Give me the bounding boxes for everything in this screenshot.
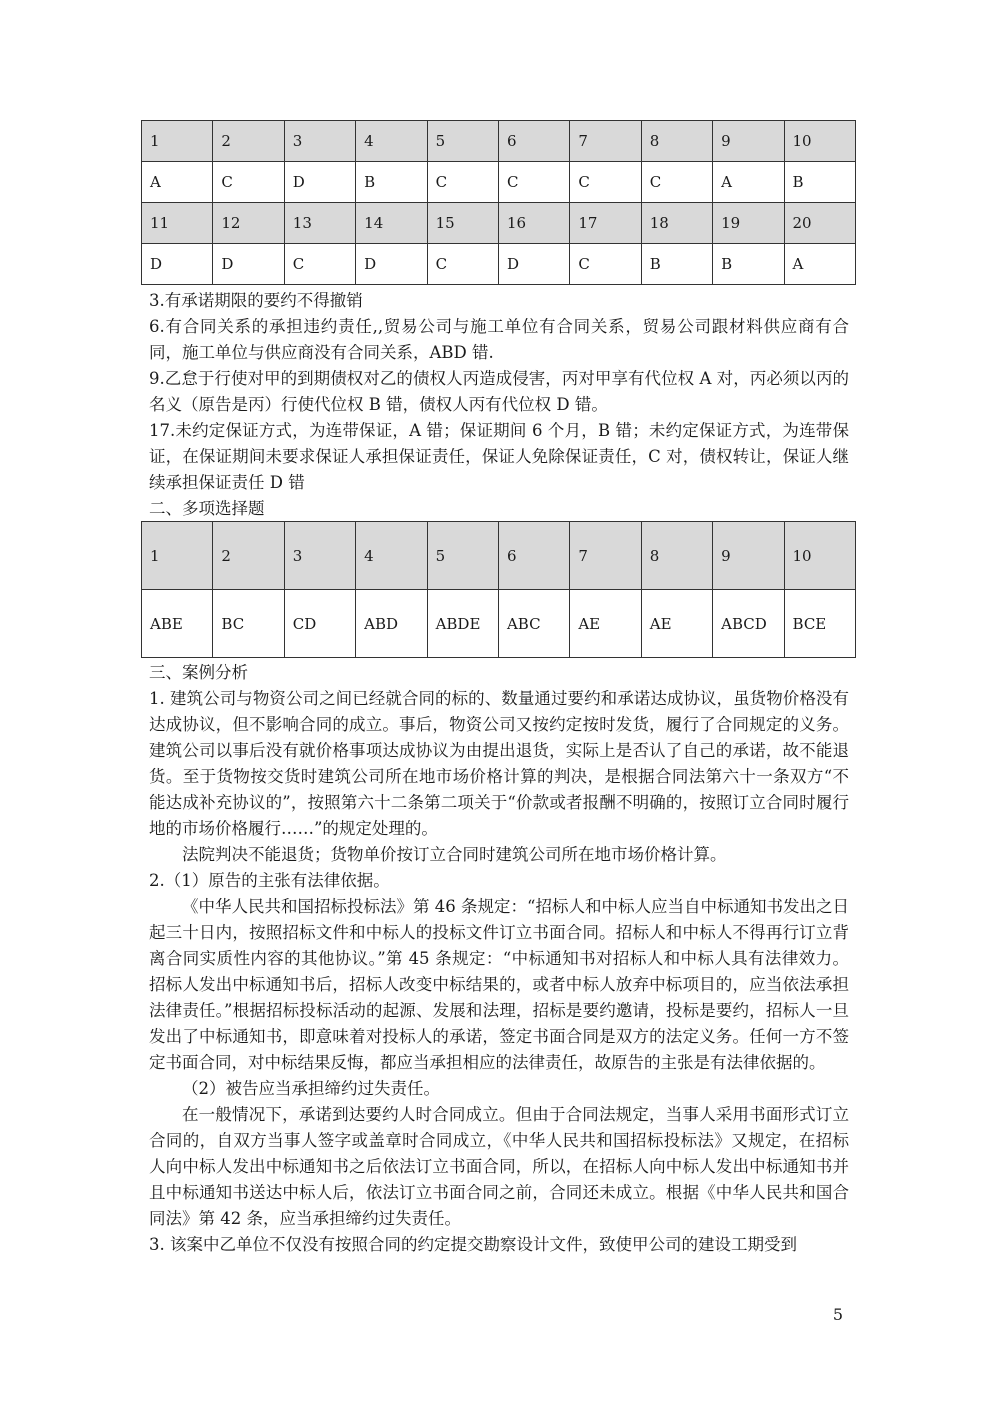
question-number-cell: 5 [427,522,498,590]
answer-cell: B [713,244,784,285]
question-number-cell: 13 [284,203,355,244]
question-number-cell: 3 [284,522,355,590]
answer-cell: BC [213,590,284,658]
question-number-cell: 4 [356,121,427,162]
answer-cell: ABC [498,590,569,658]
answer-cell: ABD [356,590,427,658]
answer-cell: ABDE [427,590,498,658]
question-number-cell: 2 [213,121,284,162]
question-number-cell: 8 [641,121,712,162]
question-number-cell: 20 [784,203,855,244]
question-number-row [142,522,856,590]
answer-cell: D [142,244,213,285]
question-number-cell: 12 [213,203,284,244]
question-number-cell: 17 [570,203,641,244]
question-number-cell: 10 [784,121,855,162]
answer-row [142,244,856,285]
question-number-cell: 18 [641,203,712,244]
answer-cell: D [356,244,427,285]
question-number-row [142,121,856,162]
question-number-cell: 10 [784,522,855,590]
case-paragraph: 法院判决不能退货；货物单价按订立合同时建筑公司所在地市场价格计算。 [182,845,727,864]
answer-table-single-choice [141,120,856,285]
question-number-cell: 9 [713,121,784,162]
answer-cell: BCE [784,590,855,658]
note-item: 6.有合同关系的承担违约责任,,贸易公司与施工单位有合同关系，贸易公司跟材料供应商有合同，施工单位与供应商没有合同关系，ABD 错. [149,317,849,362]
note-item: 17.未约定保证方式，为连带保证，A 错；保证期间 6 个月，B 错；未约定保证方式，为连带保证，在保证期间未要求保证人承担保证责任，保证人免除保证责任，C 对，债权转让，保证人继续承担保证责任 D 错 [149,421,849,492]
answer-cell: C [570,244,641,285]
answer-table-multiple-choice [141,521,856,658]
answer-cell: CD [284,590,355,658]
answer-cell: C [498,162,569,203]
question-number-cell: 11 [142,203,213,244]
answer-cell: D [284,162,355,203]
question-number-cell: 7 [570,121,641,162]
question-number-cell: 1 [142,121,213,162]
case-paragraph: 3. 该案中乙单位不仅没有按照合同的约定提交勘察设计文件，致使甲公司的建设工期受到 [149,1235,797,1254]
question-number-cell: 7 [570,522,641,590]
case-paragraph: 在一般情况下，承诺到达要约人时合同成立。但由于合同法规定，当事人采用书面形式订立合同的，自双方当事人签字或盖章时合同成立，《中华人民共和国招标投标法》又规定，在招标人向中标人发出中标通知书之后依法订立书面合同，所以，在招标人向中标人发出中标通知书并且中标通知书送达中标人后，依法订立书面合同之前，合同还未成立。根据《中华人民共和国合同法》第 42 条，应当承担缔约过失责任。 [149,1105,849,1228]
answer-cell: D [498,244,569,285]
answer-row [142,590,856,658]
answer-cell: ABE [142,590,213,658]
answer-row [142,162,856,203]
case-paragraph: 《中华人民共和国招标投标法》第 46 条规定：“招标人和中标人应当自中标通知书发出之日起三十日内，按照招标文件和中标人的投标文件订立书面合同。招标人和中标人不得再行订立背离合同实质性内容的其他协议。”第 45 条规定：“中标通知书对招标人和中标人具有法律效力。招标人发出中标通知书后，招标人改变中标结果的，或者中标人放弃中标项目的，应当依法承担法律责任。”根据招标投标活动的起源、发展和法理，招标是要约邀请，投标是要约，招标人一旦发出了中标通知书，即意味着对投标人的承诺，签定书面合同是双方的法定义务。任何一方不签定书面合同，对中标结果反悔，都应当承担相应的法律责任，故原告的主张是有法律依据的。 [149,897,849,1072]
answer-cell: B [356,162,427,203]
question-number-cell: 8 [641,522,712,590]
note-item: 3.有承诺期限的要约不得撤销 [149,291,363,310]
question-number-cell: 3 [284,121,355,162]
question-number-cell: 19 [713,203,784,244]
question-number-cell: 16 [498,203,569,244]
section-title-multiple-choice: 二、多项选择题 [149,499,265,518]
answer-cell: B [641,244,712,285]
answer-cell: ABCD [713,590,784,658]
answer-cell: C [213,162,284,203]
answer-cell: C [570,162,641,203]
section-title-case-analysis: 三、案例分析 [149,663,248,682]
answer-cell: A [784,244,855,285]
question-number-cell: 4 [356,522,427,590]
question-number-cell: 5 [427,121,498,162]
case-paragraph: 2.（1）原告的主张有法律依据。 [149,871,390,890]
case-paragraph: （2）被告应当承担缔约过失责任。 [182,1079,440,1098]
page-number: 5 [832,1305,843,1324]
case-analysis [149,660,849,1258]
question-number-cell: 9 [713,522,784,590]
question-number-cell: 14 [356,203,427,244]
question-number-cell: 6 [498,121,569,162]
answer-cell: C [641,162,712,203]
question-number-cell: 6 [498,522,569,590]
question-number-cell: 1 [142,522,213,590]
question-number-row [142,203,856,244]
answer-cell: AE [570,590,641,658]
note-item: 9.乙怠于行使对甲的到期债权对乙的债权人丙造成侵害，丙对甲享有代位权 A 对，丙必须以丙的名义（原告是丙）行使代位权 B 错，债权人丙有代位权 D 错。 [149,369,849,414]
answer-cell: A [713,162,784,203]
question-number-cell: 15 [427,203,498,244]
answer-cell: AE [641,590,712,658]
answer-notes [149,288,849,522]
answer-cell: D [213,244,284,285]
case-paragraph: 1. 建筑公司与物资公司之间已经就合同的标的、数量通过要约和承诺达成协议，虽货物价格没有达成协议，但不影响合同的成立。事后，物资公司又按约定按时发货，履行了合同规定的义务。建筑公司以事后没有就价格事项达成协议为由提出退货，实际上是否认了自己的承诺，故不能退货。至于货物按交货时建筑公司所在地市场价格计算的判决，是根据合同法第六十一条双方“不能达成补充协议的”，按照第六十二条第二项关于“价款或者报酬不明确的，按照订立合同时履行地的市场价格履行……”的规定处理的。 [149,689,849,838]
answer-cell: C [427,244,498,285]
answer-cell: C [427,162,498,203]
answer-cell: C [284,244,355,285]
question-number-cell: 2 [213,522,284,590]
answer-cell: B [784,162,855,203]
answer-cell: A [142,162,213,203]
